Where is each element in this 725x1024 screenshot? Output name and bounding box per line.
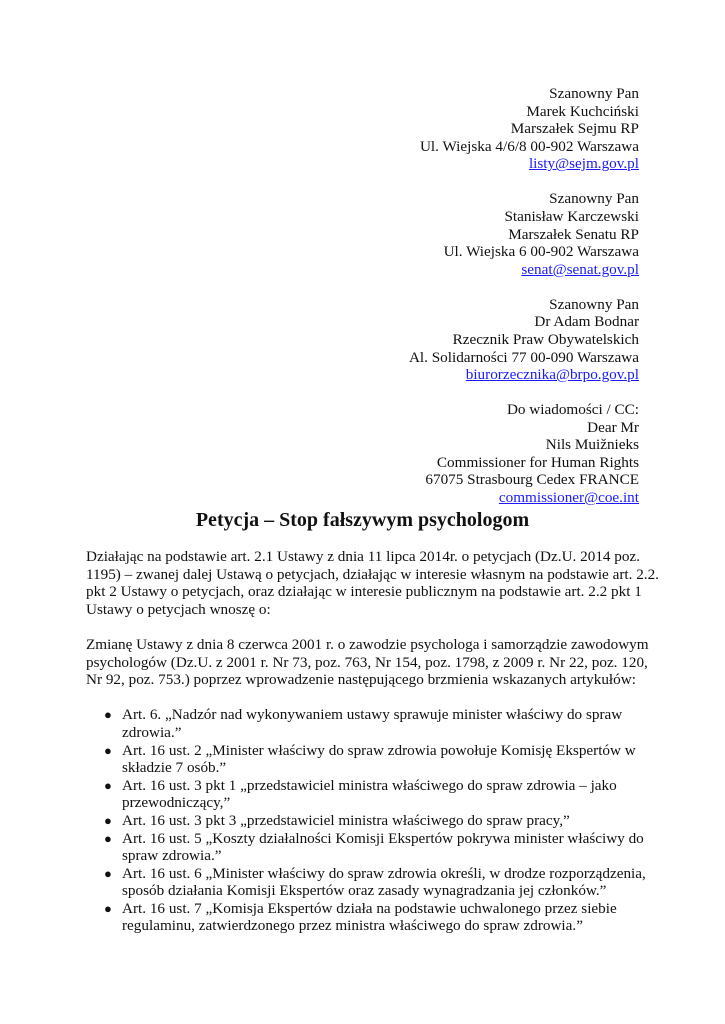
address-line: Marszałek Senatu RP bbox=[508, 225, 639, 243]
request-paragraph bbox=[86, 635, 649, 689]
paragraph-line: Zmianę Ustawy z dnia 8 czerwca 2001 r. o zawodzie psychologa i samorządzie zawodowym bbox=[86, 635, 649, 653]
recipient-block-senat bbox=[409, 190, 639, 278]
recipient-block-cc bbox=[409, 401, 639, 507]
email-link[interactable]: listy@sejm.gov.pl bbox=[528, 155, 639, 173]
address-line: Ul. Wiejska 6 00-902 Warszawa bbox=[443, 243, 639, 261]
address-line: 67075 Strasbourg Cedex FRANCE bbox=[425, 471, 639, 489]
list-item bbox=[86, 812, 646, 830]
address-line: Commissioner for Human Rights bbox=[436, 453, 639, 471]
address-line: Marek Kuchciński bbox=[526, 102, 639, 120]
email-link[interactable]: senat@senat.gov.pl bbox=[521, 260, 639, 278]
bullet-icon: ● bbox=[104, 900, 112, 916]
address-line: Stanisław Karczewski bbox=[504, 207, 639, 225]
address-line: Szanowny Pan bbox=[549, 295, 639, 313]
list-item-line: Art. 16 ust. 3 pkt 3 „przedstawiciel ministra właściwego do spraw pracy,” bbox=[122, 811, 570, 829]
list-item-line: spraw zdrowia.” bbox=[122, 847, 222, 865]
email-link[interactable]: biurorzecznika@brpo.gov.pl bbox=[465, 366, 639, 384]
paragraph-line: 1195) – zwanej dalej Ustawą o petycjach, działając w interesie własnym na podstawie art. 2.2. bbox=[86, 565, 659, 583]
address-line: Szanowny Pan bbox=[549, 190, 639, 208]
list-item bbox=[86, 777, 646, 812]
list-item-line: regulaminu, zatwierdzonego przez ministra właściwego do spraw zdrowia.” bbox=[122, 917, 583, 935]
list-item-line: Art. 16 ust. 5 „Koszty działalności Komisji Ekspertów pokrywa minister właściwy do bbox=[122, 829, 644, 847]
article-list bbox=[86, 706, 646, 935]
email-link[interactable]: commissioner@coe.int bbox=[498, 489, 639, 507]
list-item bbox=[86, 742, 646, 777]
list-item bbox=[86, 830, 646, 865]
petition-title: Petycja – Stop fałszywym psychologom bbox=[195, 509, 530, 531]
list-item bbox=[86, 706, 646, 741]
address-line: Do wiadomości / CC: bbox=[506, 401, 639, 419]
address-line: Dr Adam Bodnar bbox=[534, 313, 639, 331]
bullet-icon: ● bbox=[104, 742, 112, 758]
list-item bbox=[86, 865, 646, 900]
address-line: Dear Mr bbox=[587, 418, 639, 436]
list-item bbox=[86, 900, 646, 935]
bullet-icon: ● bbox=[104, 707, 112, 723]
petition-body bbox=[86, 548, 659, 935]
recipient-addresses bbox=[409, 85, 639, 524]
list-item-line: Art. 16 ust. 3 pkt 1 „przedstawiciel ministra właściwego do spraw zdrowia – jako bbox=[122, 776, 617, 794]
bullet-icon: ● bbox=[104, 830, 112, 846]
paragraph-line: Nr 92, poz. 753.) poprzez wprowadzenie następującego brzmienia wskazanych artykułów: bbox=[86, 671, 636, 689]
list-item-line: sposób działania Komisji Ekspertów oraz zasady wynagradzania jej członków.” bbox=[122, 882, 607, 900]
address-line: Ul. Wiejska 4/6/8 00-902 Warszawa bbox=[419, 137, 639, 155]
recipient-block-sejm bbox=[409, 85, 639, 173]
address-line: Marszałek Sejmu RP bbox=[510, 120, 639, 138]
list-item-line: przewodniczący,” bbox=[122, 794, 231, 812]
list-item-line: zdrowia.” bbox=[122, 723, 182, 741]
address-line: Nils Muižnieks bbox=[545, 436, 639, 454]
paragraph-line: pkt 2 Ustawy o petycjach, oraz działając w interesie publicznym na podstawie art. 2.2 pkt 1 bbox=[86, 583, 642, 601]
address-line: Szanowny Pan bbox=[549, 85, 639, 102]
bullet-icon: ● bbox=[104, 812, 112, 828]
bullet-icon: ● bbox=[104, 777, 112, 793]
address-line: Rzecznik Praw Obywatelskich bbox=[452, 330, 639, 348]
intro-paragraph bbox=[86, 548, 659, 618]
list-item-line: Art. 6. „Nadzór nad wykonywaniem ustawy sprawuje minister właściwy do spraw bbox=[122, 706, 623, 724]
list-item-line: Art. 16 ust. 2 „Minister właściwy do spraw zdrowia powołuje Komisję Ekspertów w bbox=[122, 741, 636, 759]
list-item-line: Art. 16 ust. 6 „Minister właściwy do spraw zdrowia określi, w drodze rozporządzenia, bbox=[122, 864, 646, 882]
recipient-block-rpo bbox=[409, 296, 639, 384]
bullet-icon: ● bbox=[104, 865, 112, 881]
paragraph-line: Działając na podstawie art. 2.1 Ustawy z dnia 11 lipca 2014r. o petycjach (Dz.U. 2014 poz. bbox=[86, 548, 641, 565]
list-item-line: składzie 7 osób.” bbox=[122, 759, 227, 777]
address-line: Al. Solidarności 77 00-090 Warszawa bbox=[408, 348, 639, 366]
list-item-line: Art. 16 ust. 7 „Komisja Ekspertów działa na podstawie uchwalonego przez siebie bbox=[122, 899, 617, 917]
paragraph-line: Ustawy o petycjach wnoszę o: bbox=[86, 600, 271, 618]
paragraph-line: psychologów (Dz.U. z 2001 r. Nr 73, poz. 763, Nr 154, poz. 1798, z 2009 r. Nr 22, poz. 120, bbox=[86, 653, 648, 671]
